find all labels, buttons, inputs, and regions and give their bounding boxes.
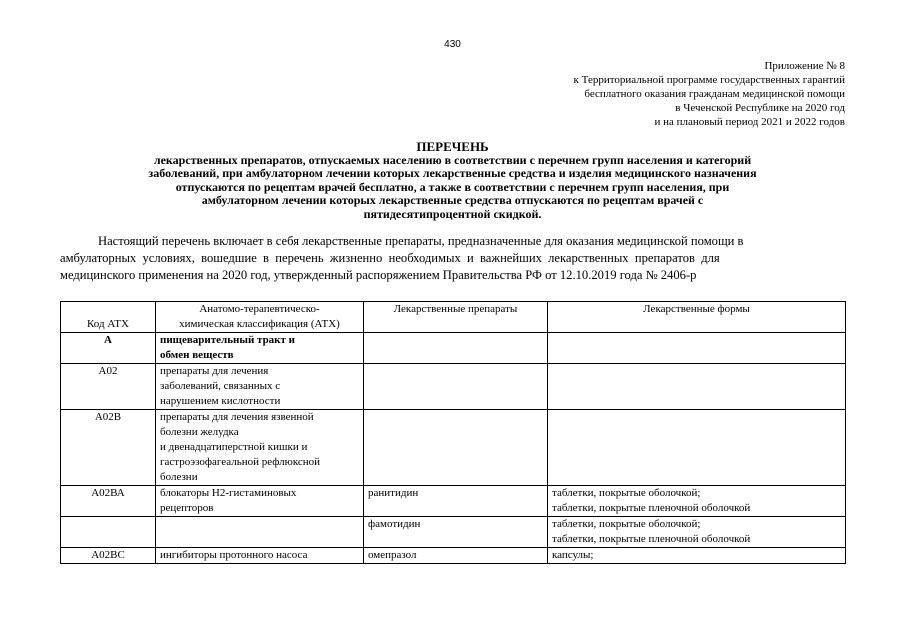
drug-form-line: таблетки, покрытые оболочкой; bbox=[552, 487, 701, 499]
header-code: Код АТХ bbox=[61, 302, 156, 333]
title-main: ПЕРЕЧЕНЬ bbox=[416, 139, 489, 154]
atx-classification bbox=[156, 517, 364, 548]
appendix-line: к Территориальной программе государственных гарантий bbox=[573, 74, 845, 86]
appendix-line: и на плановый период 2021 и 2022 годов bbox=[654, 116, 845, 128]
header-classification-line: Анатомо-терапевтическо- bbox=[199, 303, 320, 315]
table-row bbox=[61, 410, 846, 486]
classification-line: болезни bbox=[160, 471, 198, 483]
intro-paragraph bbox=[60, 233, 845, 284]
classification-line: и двенадцатиперстной кишки и bbox=[160, 441, 308, 453]
appendix-line: в Чеченской Республике на 2020 год bbox=[675, 102, 845, 114]
drug-name bbox=[364, 410, 548, 486]
table-row bbox=[61, 333, 846, 364]
drug-form-line: капсулы; bbox=[552, 549, 594, 561]
atx-code: А02ВА bbox=[61, 486, 156, 517]
title-line: отпускаются по рецептам врачей бесплатно, а также в соответствии с перечнем групп населения, при bbox=[175, 179, 730, 194]
atx-table bbox=[60, 301, 846, 564]
drug-form-line: таблетки, покрытые пленочной оболочкой bbox=[552, 502, 751, 514]
intro-line: медицинского применения на 2020 год, утвержденный распоряжением Правительства РФ от 12.10.2019 года № 2406-р bbox=[60, 268, 697, 282]
title-line: пятидесятипроцентной скидкой. bbox=[363, 206, 542, 221]
atx-code bbox=[61, 517, 156, 548]
drug-name bbox=[364, 333, 548, 364]
table-row bbox=[61, 486, 846, 517]
drug-forms bbox=[548, 410, 846, 486]
table-row bbox=[61, 548, 846, 564]
document-title bbox=[50, 140, 855, 221]
title-line: амбулаторном лечении которых лекарственные средства отпускаются по рецептам врачей с bbox=[201, 193, 704, 207]
atx-code: А02ВС bbox=[61, 548, 156, 564]
atx-classification bbox=[156, 486, 364, 517]
classification-line: рецепторов bbox=[160, 502, 214, 514]
atx-classification bbox=[156, 364, 364, 410]
classification-line: гастроэзофагеальной рефлюксной bbox=[160, 456, 321, 468]
table-row bbox=[61, 364, 846, 410]
drug-forms bbox=[548, 486, 846, 517]
classification-line: обмен веществ bbox=[160, 349, 234, 361]
classification-line: нарушением кислотности bbox=[160, 395, 281, 407]
appendix-header bbox=[574, 59, 845, 129]
drug-forms bbox=[548, 517, 846, 548]
classification-line: ингибиторы протонного насоса bbox=[160, 549, 308, 561]
atx-code: А bbox=[61, 333, 156, 364]
title-line: заболеваний, при амбулаторном лечении которых лекарственные средства и изделия медицинского назначения bbox=[148, 166, 757, 180]
classification-line: блокаторы Н2-гистаминовых bbox=[160, 487, 297, 499]
appendix-line: бесплатного оказания гражданам медицинской помощи bbox=[584, 88, 845, 100]
table-row bbox=[61, 517, 846, 548]
drug-name: омепразол bbox=[364, 548, 548, 564]
drug-name: фамотидин bbox=[364, 517, 548, 548]
atx-classification bbox=[156, 548, 364, 564]
appendix-line: Приложение № 8 bbox=[764, 60, 845, 72]
title-line: лекарственных препаратов, отпускаемых населению в соответствии с перечнем групп населения и категорий bbox=[153, 152, 752, 167]
atx-classification bbox=[156, 333, 364, 364]
page-number: 430 bbox=[444, 39, 461, 50]
drug-forms bbox=[548, 333, 846, 364]
classification-line: заболеваний, связанных с bbox=[160, 380, 281, 392]
atx-classification bbox=[156, 410, 364, 486]
atx-code: А02В bbox=[61, 410, 156, 486]
atx-code: А02 bbox=[61, 364, 156, 410]
header-classification bbox=[156, 302, 364, 333]
intro-line: амбулаторных условиях, вошедшие в перечень жизненно необходимых и важнейших лекарственных препаратов для bbox=[60, 251, 720, 265]
header-drugs: Лекарственные препараты bbox=[364, 302, 548, 333]
table-header-row bbox=[61, 302, 846, 333]
drug-form-line: таблетки, покрытые пленочной оболочкой bbox=[552, 533, 751, 545]
classification-line: пищеварительный тракт и bbox=[160, 334, 296, 346]
classification-line: препараты для лечения язвенной bbox=[160, 411, 314, 423]
header-forms: Лекарственные формы bbox=[548, 302, 846, 333]
drug-name bbox=[364, 364, 548, 410]
intro-line: Настоящий перечень включает в себя лекарственные препараты, предназначенные для оказания медицинской помощи в bbox=[98, 234, 744, 248]
drug-name: ранитидин bbox=[364, 486, 548, 517]
drug-form-line: таблетки, покрытые оболочкой; bbox=[552, 518, 701, 530]
classification-line: болезни желудка bbox=[160, 426, 239, 438]
drug-forms bbox=[548, 548, 846, 564]
drug-forms bbox=[548, 364, 846, 410]
header-classification-line: химическая классификация (АТХ) bbox=[179, 318, 340, 330]
classification-line: препараты для лечения bbox=[160, 365, 269, 377]
